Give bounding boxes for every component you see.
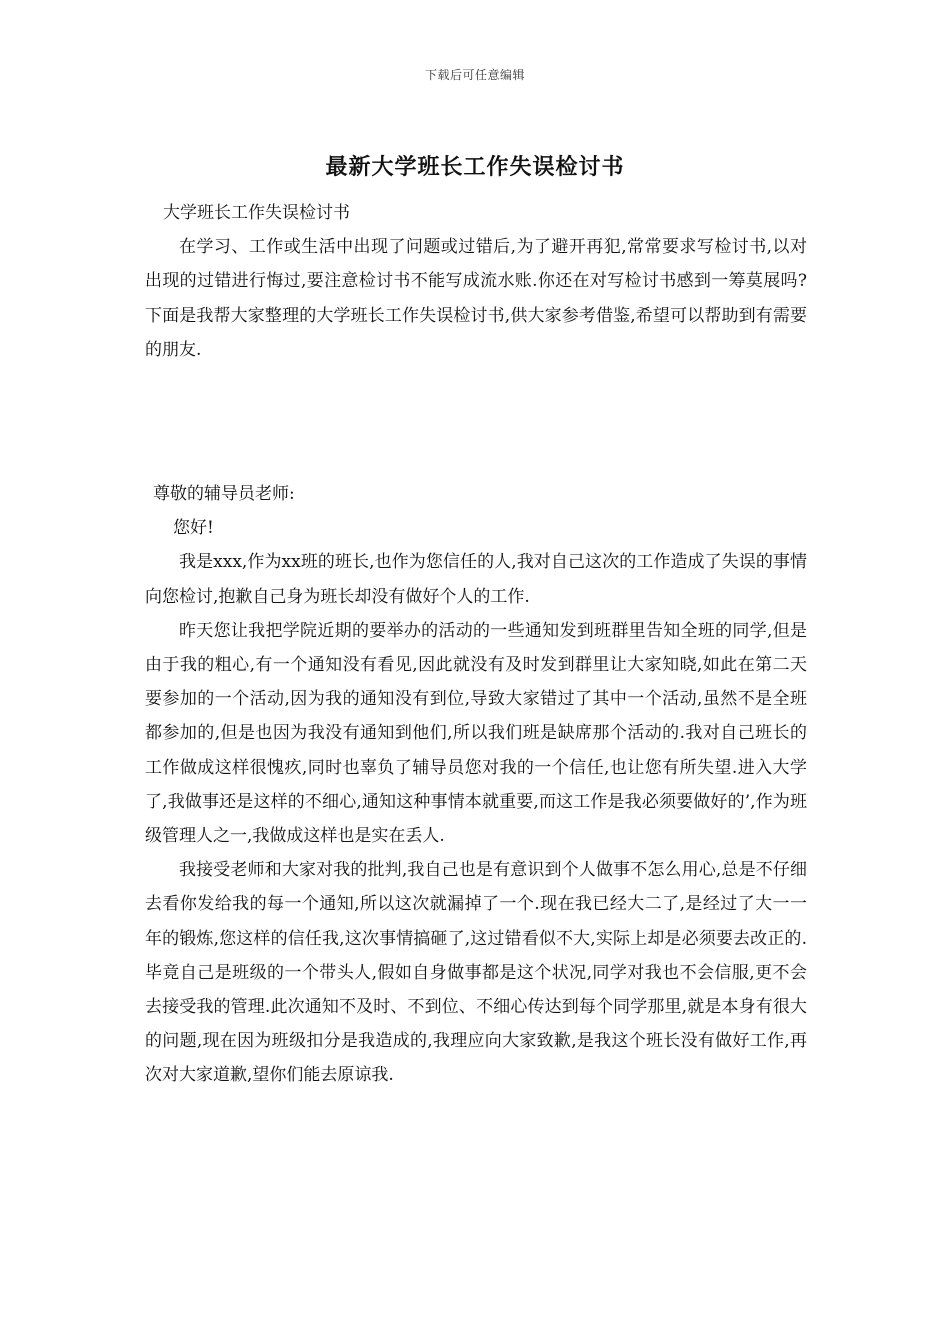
letter-section <box>145 477 807 1093</box>
subtitle: 大学班长工作失误检讨书 <box>163 203 350 223</box>
intro-section <box>145 196 807 367</box>
document-title: 最新大学班长工作失误检讨书 <box>325 154 625 180</box>
letter-paragraph: 我是xxx,作为xx班的班长,也作为您信任的人,我对自己这次的工作造成了失误的事情向您检讨,抱歉自己身为班长却没有做好个人的工作. <box>145 552 807 607</box>
header-note: 下载后可任意编辑 <box>424 68 525 82</box>
letter-greeting: 您好! <box>173 518 214 539</box>
intro-paragraph: 在学习、工作或生活中出现了问题或过错后,为了避开再犯,常常要求写检讨书,以对出现的过错进行悔过,要注意检讨书不能写成流水账.你还在对写检讨书感到一筹莫展吗?下面是我帮大家整理的大学班长工作失误检讨书,供大家参考借鉴,希望可以帮助到有需要的朋友. <box>145 237 807 360</box>
letter-paragraph: 昨天您让我把学院近期的要举办的活动的一些通知发到班群里告知全班的同学,但是由于我的粗心,有一个通知没有看见,因此就没有及时发到群里让大家知晓,如此在第二天要参加的一个活动,因为我的通知没有到位,导致大家错过了其中一个活动,虽然不是全班都参加的,但是也因为我没有通知到他们,所以我们班是缺席那个活动的.我对自己班长的工作做成这样很愧疚,同时也辜负了辅导员您对我的一个信任,也让您有所失望.进入大学了,我做事还是这样的不细心,通知这种事情本就重要,而这工作是我必须要做好的’,作为班级管理人之一,我做成这样也是实在丢人. <box>145 620 807 847</box>
letter-paragraph: 我接受老师和大家对我的批判,我自己也是有意识到个人做事不怎么用心,总是不仔细去看你发给我的每一个通知,所以这次就漏掉了一个.现在我已经大二了,是经过了大一一年的锻炼,您这样的信任我,这次事情搞砸了,这过错看似不大,实际上却是必须要去改正的.毕竟自己是班级的一个带头人,假如自身做事都是这个状况,同学对我也不会信服,更不会去接受我的管理.此次通知不及时、不到位、不细心传达到每个同学那里,就是本身有很大的问题,现在因为班级扣分是我造成的,我理应向大家致歉,是我这个班长没有做好工作,再次对大家道歉,望你们能去原谅我. <box>145 860 807 1086</box>
letter-salutation: 尊敬的辅导员老师: <box>153 484 295 504</box>
